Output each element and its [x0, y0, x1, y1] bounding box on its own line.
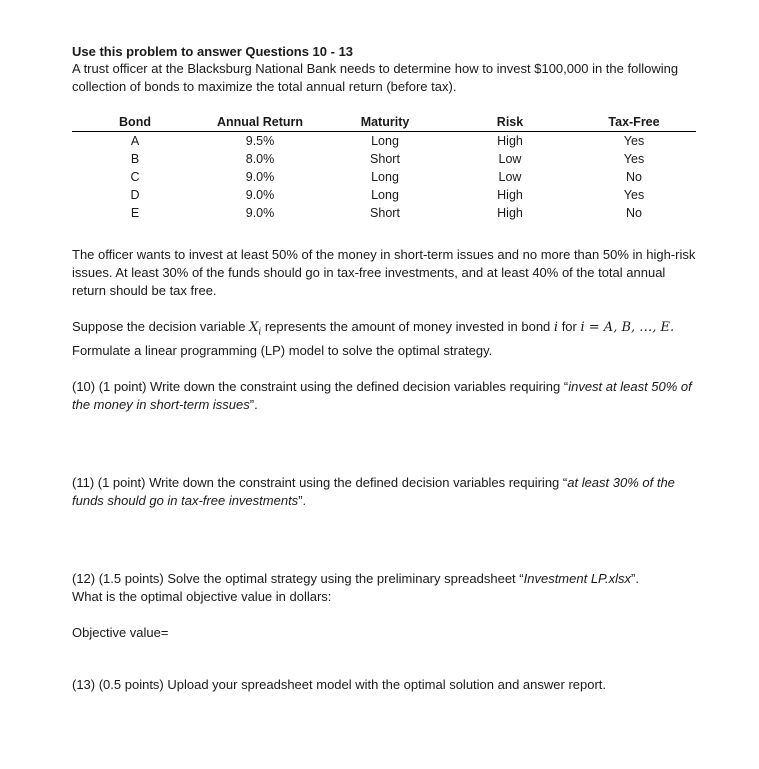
question-10: (10) (1 point) Write down the constraint using the defined decision variables requiring “invest at least 50% of the money in short-term issues”.	[72, 378, 692, 412]
cell: C	[130, 170, 140, 184]
decision-variable-paragraph: Suppose the decision variable $X_i$ represents the amount of money invested in bond i for i = A, B, …, E. Formulate a linear programming (LP) model to solve the optimal strategy.	[72, 319, 675, 358]
cell: 9.5%	[245, 134, 275, 148]
table-row	[72, 186, 696, 204]
cell: 9.0%	[245, 170, 275, 184]
q11-quote: at least 30% of the funds should go in tax-free investments	[72, 474, 675, 508]
document-page	[72, 43, 698, 694]
cell: No	[626, 170, 642, 184]
var-x: X	[249, 320, 259, 335]
table-header-row	[72, 114, 696, 132]
cell: Long	[371, 170, 399, 184]
cell: Yes	[623, 188, 645, 202]
heading: Use this problem to answer Questions 10 - 13	[72, 44, 354, 59]
intro-paragraph: A trust officer at the Blacksburg National Bank needs to determine how to invest $100,000 in the following collection of bonds to maximize the total annual return (before tax).	[72, 61, 679, 94]
header-maturity: Maturity	[322, 114, 448, 132]
cell: Long	[371, 188, 399, 202]
q12-file: Investment LP.xlsx	[523, 570, 632, 586]
var-i: i	[553, 320, 559, 335]
table-row	[72, 150, 696, 168]
table-row	[72, 168, 696, 186]
table-row	[72, 132, 696, 151]
header-annual-return: Annual Return	[198, 114, 322, 132]
constraints-paragraph: The officer wants to invest at least 50% of the money in short-term issues and no more than 50% in high-risk issues. At least 30% of the funds should go in tax-free investments, and at least 40% of the total annual return should be tax free.	[72, 247, 696, 298]
question-11: (11) (1 point) Write down the constraint using the defined decision variables requiring “at least 30% of the funds should go in tax-free investments”.	[72, 474, 675, 508]
cell: High	[497, 134, 523, 148]
cell: Yes	[623, 152, 645, 166]
cell: High	[497, 206, 523, 220]
formulate-line: Formulate a linear programming (LP) model to solve the optimal strategy.	[72, 342, 493, 358]
cell: 9.0%	[245, 188, 275, 202]
cell: No	[626, 206, 642, 220]
cell: A	[130, 134, 140, 148]
q12-line2: What is the optimal objective value in dollars:	[72, 588, 332, 604]
cell: Long	[371, 134, 399, 148]
cell: Low	[498, 170, 522, 184]
q10-quote: invest at least 50% of the money in short-term issues	[72, 378, 692, 412]
cell: B	[130, 152, 140, 166]
cell: 8.0%	[245, 152, 275, 166]
cell: Short	[370, 152, 400, 166]
index-range: i = A, B, …, E.	[580, 320, 675, 335]
cell: Yes	[623, 134, 645, 148]
header-risk: Risk	[448, 114, 572, 132]
cell: High	[497, 188, 523, 202]
question-12: (12) (1.5 points) Solve the optimal strategy using the preliminary spreadsheet “Investment LP.xlsx”. What is the optimal objective value in dollars:	[72, 570, 639, 604]
cell: E	[130, 206, 140, 220]
cell: D	[130, 188, 140, 202]
bond-table	[72, 114, 696, 222]
question-13: (13) (0.5 points) Upload your spreadsheet model with the optimal solution and answer report.	[72, 676, 607, 692]
header-tax-free: Tax-Free	[572, 114, 696, 132]
header-bond: Bond	[72, 114, 198, 132]
objective-value-label: Objective value=	[72, 624, 169, 640]
var-subscript: i	[258, 327, 262, 338]
cell: Short	[370, 206, 400, 220]
cell: 9.0%	[245, 206, 275, 220]
cell: Low	[498, 152, 522, 166]
table-row	[72, 204, 696, 222]
